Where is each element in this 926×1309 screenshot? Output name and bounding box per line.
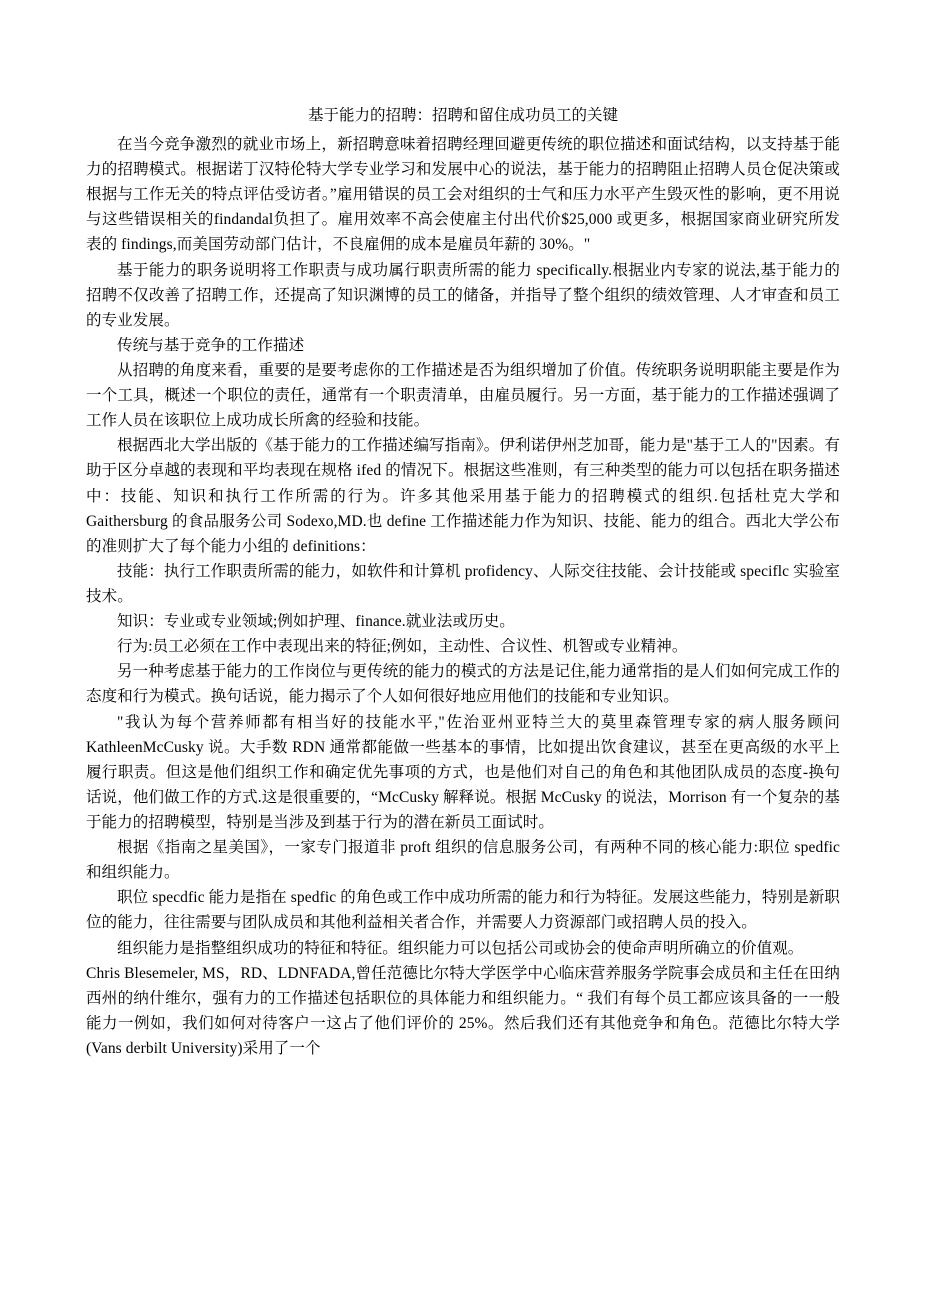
- paragraph-4: 根据西北大学出版的《基于能力的工作描述编写指南》。伊利诺伊州芝加哥，能力是"基于工人的"因素。有助于区分卓越的表现和平均表现在规格 ifed 的情况下。根据这些准则，有三种类型的能力可以包括在职务描述中：技能、知识和执行工作所需的行为。许多其他采用基于能力的招聘模式的组织.包括杜克大学和 Gaithersburg 的食品服务公司 Sodexo,MD.也 define 工作描述能力作为知识、技能、能力的组合。西北大学公布的准则扩大了每个能力小组的 definitions：: [86, 437, 840, 555]
- paragraph-5: 另一种考虑基于能力的工作岗位与更传统的能力的模式的方法是记住,能力通常指的是人们如何完成工作的态度和行为模式。换句话说，能力揭示了个人如何很好地应用他们的技能和专业知识。: [86, 663, 840, 706]
- section-heading-traditional-vs-competency: 传统与基于竞争的工作描述: [117, 336, 305, 354]
- paragraph-chris-blesemeler: Chris Blesemeler, MS，RD、LDNFADA,曾任范德比尔特大学医学中心临床营养服务学院事会成员和主任在田纳西州的纳什维尔，强有力的工作描述包括职位的具体能力和组织能力。“ 我们有每个员工都应该具备的一一般能力一例如，我们如何对待客户一这占了他们评价的 25%。然后我们还有其他竞争和角色。范德比尔特大学(Vans derbilt University)采用了一个: [86, 964, 840, 1057]
- paragraph-organizational-competency: 组织能力是指整组织成功的特征和特征。组织能力可以包括公司或协会的使命声明所确立的价值观。: [117, 939, 804, 957]
- paragraph-6: 根据《指南之星美国》，一家专门报道非 proft 组织的信息服务公司，有两种不同的核心能力:职位 spedfic 和组织能力。: [86, 839, 840, 882]
- paragraph-job-specific-competency: 职位 specdfic 能力是指在 spedfic 的角色或工作中成功所需的能力和行为特征。发展这些能力，特别是新职位的能力，往往需要与团队成员和其他利益相关者合作，并需要人力资源部门或招聘人员的投入。: [86, 889, 840, 932]
- paragraph-2: 基于能力的职务说明将工作职责与成功属行职责所需的能力 specifically.根据业内专家的说法,基于能力的招聘不仅改善了招聘工作，还提高了知识渊博的员工的储备，并指导了整个组织的绩效管理、人才审查和员工的专业发展。: [86, 261, 840, 329]
- paragraph-skills-definition: 技能：执行工作职责所需的能力，如软件和计算机 profidency、人际交往技能、会计技能或 speciflc 实验室技术。: [86, 562, 840, 605]
- paragraph-behavior-definition: 行为:员工必须在工作中表现出来的特征;例如，主动性、合议性、机智或专业精神。: [117, 638, 688, 656]
- paragraph-knowledge-definition: 知识：专业或专业领域;例如护理、finance.就业法或历史。: [117, 613, 515, 631]
- paragraph-1: 在当今竞争激烈的就业市场上，新招聘意味着招聘经理回避更传统的职位描述和面试结构，以支持基于能力的招聘模式。根据诺丁汉特伦特大学专业学习和发展中心的说法，基于能力的招聘阻止招聘人员仓促决策或根据与工作无关的特点评估受访者。”雇用错误的员工会对组织的士气和压力水平产生毁灭性的影响，更不用说与这些错误相关的findandal负担了。雇用效率不高会使雇主付出代价$25,000 或更多，根据国家商业研究所发表的 findings,而美国劳动部门估计，不良雇佣的成本是雇员年薪的 30%。": [86, 136, 840, 254]
- page-title: 基于能力的招聘：招聘和留住成功员工的关键: [307, 107, 618, 124]
- paragraph-quote-mccusky: "我认为每个营养师都有相当好的技能水平,"佐治亚州亚特兰大的莫里森管理专家的病人服务顾问 KathleenMcCusky 说。大手数 RDN 通常都能做一些基本的事情，比如提出饮食建议，甚至在更高级的水平上履行职责。但这是他们组织工作和确定优先事项的方式，也是他们对自己的角色和其他团队成员的态度-换句话说，他们做工作的方式.这是很重要的，“McCusky 解释说。根据 McCusky 的说法，Morrison 有一个复杂的基于能力的招聘模型，特别是当涉及到基于行为的潜在新员工面试时。: [86, 713, 840, 831]
- paragraph-3: 从招聘的角度来看，重要的是要考虑你的工作描述是否为组织增加了价值。传统职务说明职能主要是作为一个工具，概述一个职位的责任，通常有一个职责清单，由雇员履行。另一方面，基于能力的工作描述强调了工作人员在该职位上成功成长所禽的经验和技能。: [86, 362, 840, 430]
